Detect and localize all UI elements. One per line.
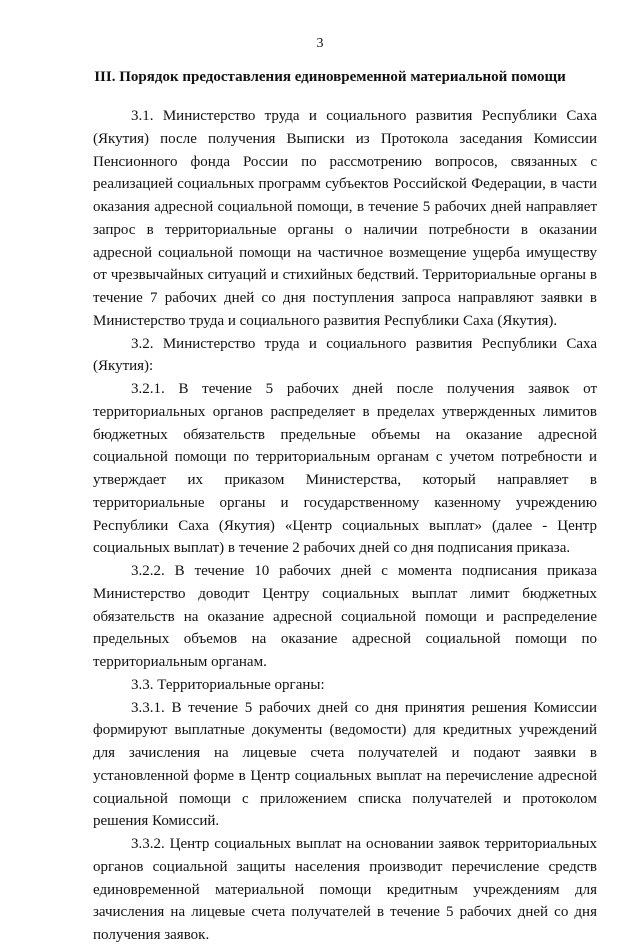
paragraph-3-3: 3.3. Территориальные органы: [131, 676, 325, 693]
section-title: III. Порядок предоставления единовременной материальной помощи [94, 69, 566, 85]
page-number: 3 [316, 36, 324, 51]
paragraph-3-3-1: 3.3.1. В течение 5 рабочих дней со дня принятия решения Комиссии формируют выплатные документы (ведомости) для кредитных учреждений для зачисления на лицевые счета получателей и подают заявки в установленной форме в Центр социальных выплат на перечисление адресной социальной помощи с приложением списка получателей и протоколом решения Комиссий. [93, 699, 597, 830]
paragraph-3-2: 3.2. Министерство труда и социального развития Республики Саха (Якутия): [93, 335, 597, 375]
paragraph-3-2-1: 3.2.1. В течение 5 рабочих дней после получения заявок от территориальных органов распределяет в пределах утвержденных лимитов бюджетных обязательств предельные объемы на оказание адресной социальной помощи по территориальным органам с учетом потребности и утверждает их приказом Министерства, который направляет в территориальные органы и государственному казенному учреждению Республики Саха (Якутия) «Центр социальных выплат» (далее - Центр социальных выплат) в течение 2 рабочих дней со дня подписания приказа. [93, 381, 597, 557]
paragraph-3-2-2: 3.2.2. В течение 10 рабочих дней с момента подписания приказа Министерство доводит Центру социальных выплат лимит бюджетных обязательств на оказание адресной социальной помощи и распределение предельных объемов на оказание адресной социальной помощи по территориальным органам. [93, 563, 597, 670]
paragraph-3-1: 3.1. Министерство труда и социального развития Республики Саха (Якутия) после получения Выписки из Протокола заседания Комиссии Пенсионного фонда России по рассмотрению вопросов, связанных с реализацией социальных программ субъектов Российской Федерации, в части оказания адресной социальной помощи, в течение 5 рабочих дней направляет запрос в территориальные органы о наличии потребности в оказании адресной социальной помощи на частичное возмещение ущерба имуществу от чрезвычайных ситуаций и стихийных бедствий. Территориальные органы в течение 7 рабочих дней со дня поступления запроса направляют заявки в Министерство труда и социального развития Республики Саха (Якутия). [93, 108, 597, 329]
document-body [93, 105, 597, 947]
paragraph-3-3-2: 3.3.2. Центр социальных выплат на основании заявок территориальных органов социальной защиты населения производит перечисление средств единовременной материальной помощи кредитным учреждениям для зачисления на лицевые счета получателей в течение 5 рабочих дней со дня получения заявок. [93, 836, 597, 943]
